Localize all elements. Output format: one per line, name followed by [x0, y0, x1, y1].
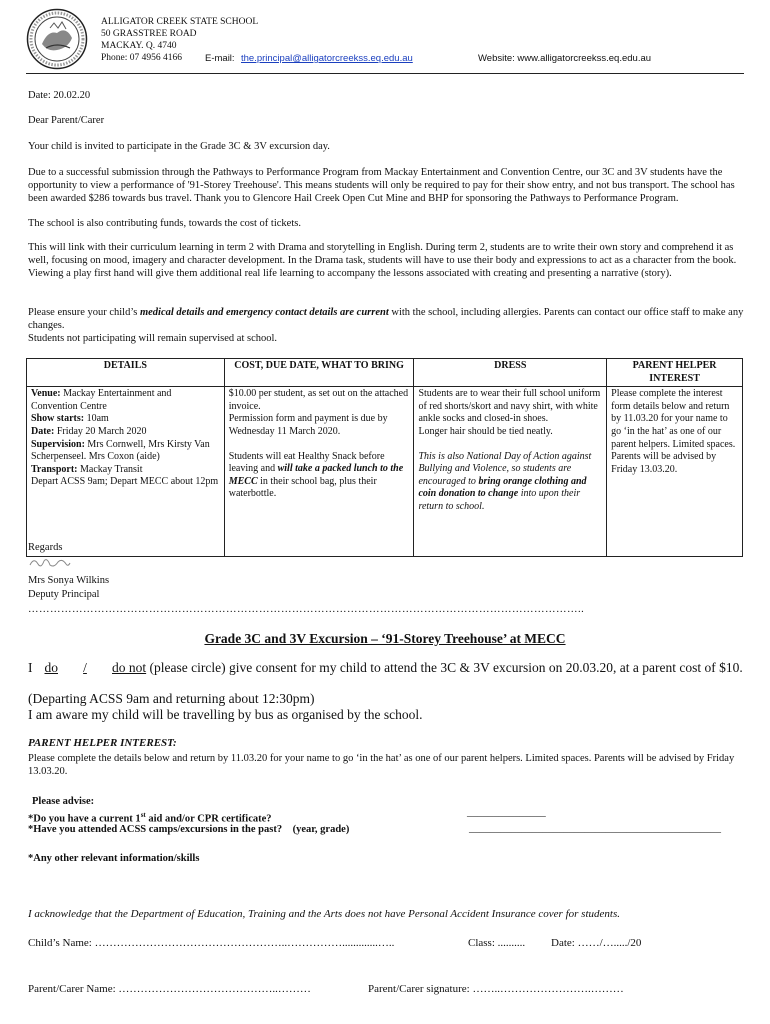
please-advise: Please advise: — [32, 796, 95, 807]
header-address-line2: MACKAY. Q. 4740 — [101, 41, 177, 51]
letter-paragraph-2b: The school is also contributing funds, towards the cost of tickets. — [28, 218, 301, 229]
signoff-name: Mrs Sonya Wilkins — [28, 575, 110, 586]
medical-details-emphasis: medical details and emergency contact details are current — [139, 307, 389, 318]
table-cell-cost: $10.00 per student, as set out on the attached invoice. Permission form and payment is due by Wednesday 11 March 2020. Students will eat Healthy Snack before leaving and will take a packed lunch to the MECC in their school bag, plus their waterbottle. — [224, 387, 414, 557]
child-name-field[interactable]: Child’s Name: ……………………………………………..…………….............….. — [28, 937, 395, 949]
table-header-dress: DRESS — [414, 359, 607, 387]
table-header-helper: PARENT HELPER INTEREST — [607, 359, 743, 387]
date-field[interactable]: Date: ……/…...../20 — [551, 937, 642, 949]
letter-date: Date: 20.02.20 — [28, 90, 91, 101]
question-first-aid: *Do you have a current 1st aid and/or CPR certificate? — [28, 811, 272, 825]
school-logo — [26, 8, 88, 70]
letter-salutation: Dear Parent/Carer — [28, 115, 105, 126]
header-school-name: ALLIGATOR CREEK STATE SCHOOL — [101, 17, 259, 27]
form-title: Grade 3C and 3V Excursion – ‘91-Storey Treehouse’ at MECC — [204, 631, 566, 646]
table-header-details: DETAILS — [27, 359, 225, 387]
consent-do-option[interactable]: do — [44, 660, 58, 675]
letter-paragraph-3: This will link with their curriculum learning in term 2 with Drama and storytelling in English. During term 2, students are to write their own story and comprehend it as well, focusing on mood, imagery and character development. In the Drama task, students will have to use their body and expressions to act as a character from the book. Viewing a play first hand will give them additional real life learning to accompany the lessons associated with creating and presenting a narrative (story). — [28, 242, 737, 279]
parent-name-field[interactable]: Parent/Carer Name: ……………………………………..……… — [28, 983, 311, 995]
camps-answer-field[interactable]: ________________________________________________ — [469, 823, 721, 834]
letter-paragraph-1: Your child is invited to participate in the Grade 3C & 3V excursion day. — [28, 141, 330, 152]
question-camps: *Have you attended ACSS camps/excursions in the past? (year, grade) — [28, 824, 350, 835]
header-email-label: E-mail: — [205, 53, 235, 64]
header-website: Website: www.alligatorcreekss.eq.edu.au — [478, 53, 652, 64]
cut-line: …………………………………………………………………………………………………………………………………….. — [28, 604, 585, 615]
table-cell-dress: Students are to wear their full school uniform of red shorts/skort and navy shirt, with white ankle socks and closed-in shoes. Longer hair should be tied neatly. This is also National Day of Action against Bullying and Violence, so students are encouraged to bring orange clothing and coin donation to change into upon their return to school. — [414, 387, 607, 557]
first-aid-answer-field[interactable]: _______________ — [467, 807, 546, 818]
helper-text: Please complete the details below and return by 11.03.20 for your name to go ‘in the hat’ as one of our parent helpers. Limited spaces. Parents will be advised by Friday 13.03.20. — [28, 753, 735, 777]
question-other-info: *Any other relevant information/skills — [28, 853, 200, 864]
table-cell-details: Venue: Mackay Entertainment and Convention Centre Show starts: 10am Date: Friday 20 March 2020 Supervision: Mrs Cornwell, Mrs Kirsty Van Scherpenseel. Mrs Coxon (aide) Transport: Mackay Transit Depart ACSS 9am; Depart MECC about 12pm — [27, 387, 225, 557]
consent-departing: (Departing ACSS 9am and returning about 12:30pm) — [28, 691, 315, 706]
helper-heading: PARENT HELPER INTEREST: — [28, 737, 177, 749]
table-header-cost: COST, DUE DATE, WHAT TO BRING — [224, 359, 414, 387]
header-divider — [26, 73, 744, 74]
header-email-link[interactable]: the.principal@alligatorcreekss.eq.edu.au — [241, 53, 413, 64]
consent-do-not-option[interactable]: do not — [112, 660, 147, 675]
class-field[interactable]: Class: .......... — [468, 937, 526, 949]
table-cell-helper: Please complete the interest form details below and return by 11.03.20 for your name to go ‘in the hat’ as one of our parent helpers. Limited spaces. Parents will be advised by Friday 13.03.20. — [607, 387, 743, 557]
signoff-title: Deputy Principal — [28, 589, 100, 600]
consent-bus: I am aware my child will be travelling by bus as organised by the school. — [28, 707, 423, 722]
header-phone: Phone: 07 4956 4166 — [101, 53, 183, 63]
parent-signature-field[interactable]: Parent/Carer signature: ……..…………………….……… — [368, 983, 624, 995]
consent-statement: I do / do not (please circle) give consent for my child to attend the 3C & 3V excursion on 20.03.20, at a parent cost of $10. — [28, 660, 743, 675]
letter-paragraph-5: Students not participating will remain supervised at school. — [28, 333, 278, 344]
letter-paragraph-2: Due to a successful submission through the Pathways to Performance Program from Mackay Entertainment and Convention Centre, our 3C and 3V students have the opportunity to view a performance of '91-Storey Treehouse'. This means students will only be required to pay for their show entry, and not bus transport. The school has been awarded $286 towards bus travel. Thank you to Glencore Hail Creek Open Cut Mine and BHP for sponsoring the Pathways to Performance Program. — [28, 167, 735, 204]
letter-paragraph-4: Please ensure your child’s medical details and emergency contact details are current with the school, including allergies. Parents can contact our office staff to make any changes. — [28, 307, 744, 331]
signoff-regards: Regards — [28, 542, 63, 553]
header-address-line1: 50 GRASSTREE ROAD — [101, 29, 197, 39]
excursion-details-table — [26, 358, 743, 557]
insurance-disclaimer: I acknowledge that the Department of Education, Training and the Arts does not have Personal Accident Insurance cover for students. — [28, 908, 620, 920]
signature-image — [28, 555, 72, 571]
